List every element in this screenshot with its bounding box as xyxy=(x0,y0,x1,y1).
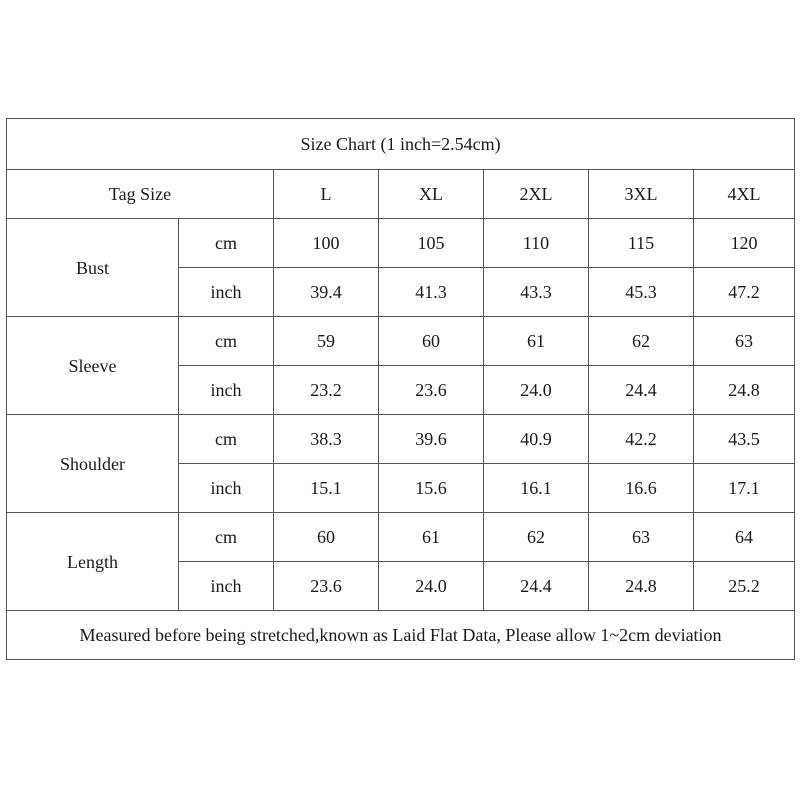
value-cell: 25.2 xyxy=(694,562,795,611)
value-cell: 110 xyxy=(484,219,589,268)
value-cell: 105 xyxy=(379,219,484,268)
value-cell: 24.0 xyxy=(379,562,484,611)
value-cell: 24.8 xyxy=(694,366,795,415)
value-cell: 39.4 xyxy=(274,268,379,317)
unit-label: cm xyxy=(179,415,274,464)
value-cell: 40.9 xyxy=(484,415,589,464)
unit-label: cm xyxy=(179,513,274,562)
size-header-l: L xyxy=(274,170,379,219)
value-cell: 100 xyxy=(274,219,379,268)
value-cell: 60 xyxy=(274,513,379,562)
value-cell: 16.1 xyxy=(484,464,589,513)
value-cell: 120 xyxy=(694,219,795,268)
measurement-name-bust: Bust xyxy=(7,219,179,317)
measurement-name-sleeve: Sleeve xyxy=(7,317,179,415)
value-cell: 64 xyxy=(694,513,795,562)
value-cell: 63 xyxy=(589,513,694,562)
value-cell: 42.2 xyxy=(589,415,694,464)
size-header-4xl: 4XL xyxy=(694,170,795,219)
value-cell: 39.6 xyxy=(379,415,484,464)
value-cell: 15.1 xyxy=(274,464,379,513)
value-cell: 61 xyxy=(484,317,589,366)
table-row xyxy=(7,513,795,562)
unit-label: inch xyxy=(179,268,274,317)
table-row xyxy=(7,317,795,366)
header-row xyxy=(7,170,795,219)
value-cell: 62 xyxy=(484,513,589,562)
title-row xyxy=(7,119,795,170)
unit-label: cm xyxy=(179,317,274,366)
value-cell: 62 xyxy=(589,317,694,366)
value-cell: 38.3 xyxy=(274,415,379,464)
table-row xyxy=(7,415,795,464)
value-cell: 45.3 xyxy=(589,268,694,317)
value-cell: 24.8 xyxy=(589,562,694,611)
size-header-xl: XL xyxy=(379,170,484,219)
value-cell: 16.6 xyxy=(589,464,694,513)
unit-label: cm xyxy=(179,219,274,268)
value-cell: 17.1 xyxy=(694,464,795,513)
value-cell: 43.3 xyxy=(484,268,589,317)
value-cell: 23.6 xyxy=(379,366,484,415)
measurement-name-shoulder: Shoulder xyxy=(7,415,179,513)
value-cell: 59 xyxy=(274,317,379,366)
value-cell: 43.5 xyxy=(694,415,795,464)
table-row xyxy=(7,219,795,268)
value-cell: 63 xyxy=(694,317,795,366)
size-header-2xl: 2XL xyxy=(484,170,589,219)
unit-label: inch xyxy=(179,464,274,513)
tag-size-label: Tag Size xyxy=(7,170,274,219)
value-cell: 23.6 xyxy=(274,562,379,611)
size-chart-title: Size Chart (1 inch=2.54cm) xyxy=(7,119,795,170)
unit-label: inch xyxy=(179,562,274,611)
size-header-3xl: 3XL xyxy=(589,170,694,219)
measurement-name-length: Length xyxy=(7,513,179,611)
value-cell: 47.2 xyxy=(694,268,795,317)
value-cell: 60 xyxy=(379,317,484,366)
note-row xyxy=(7,611,795,660)
value-cell: 15.6 xyxy=(379,464,484,513)
value-cell: 24.4 xyxy=(589,366,694,415)
unit-label: inch xyxy=(179,366,274,415)
value-cell: 115 xyxy=(589,219,694,268)
value-cell: 24.4 xyxy=(484,562,589,611)
value-cell: 23.2 xyxy=(274,366,379,415)
value-cell: 24.0 xyxy=(484,366,589,415)
measurement-note: Measured before being stretched,known as Laid Flat Data, Please allow 1~2cm deviation xyxy=(7,611,795,660)
value-cell: 41.3 xyxy=(379,268,484,317)
size-chart-table xyxy=(6,118,795,660)
value-cell: 61 xyxy=(379,513,484,562)
